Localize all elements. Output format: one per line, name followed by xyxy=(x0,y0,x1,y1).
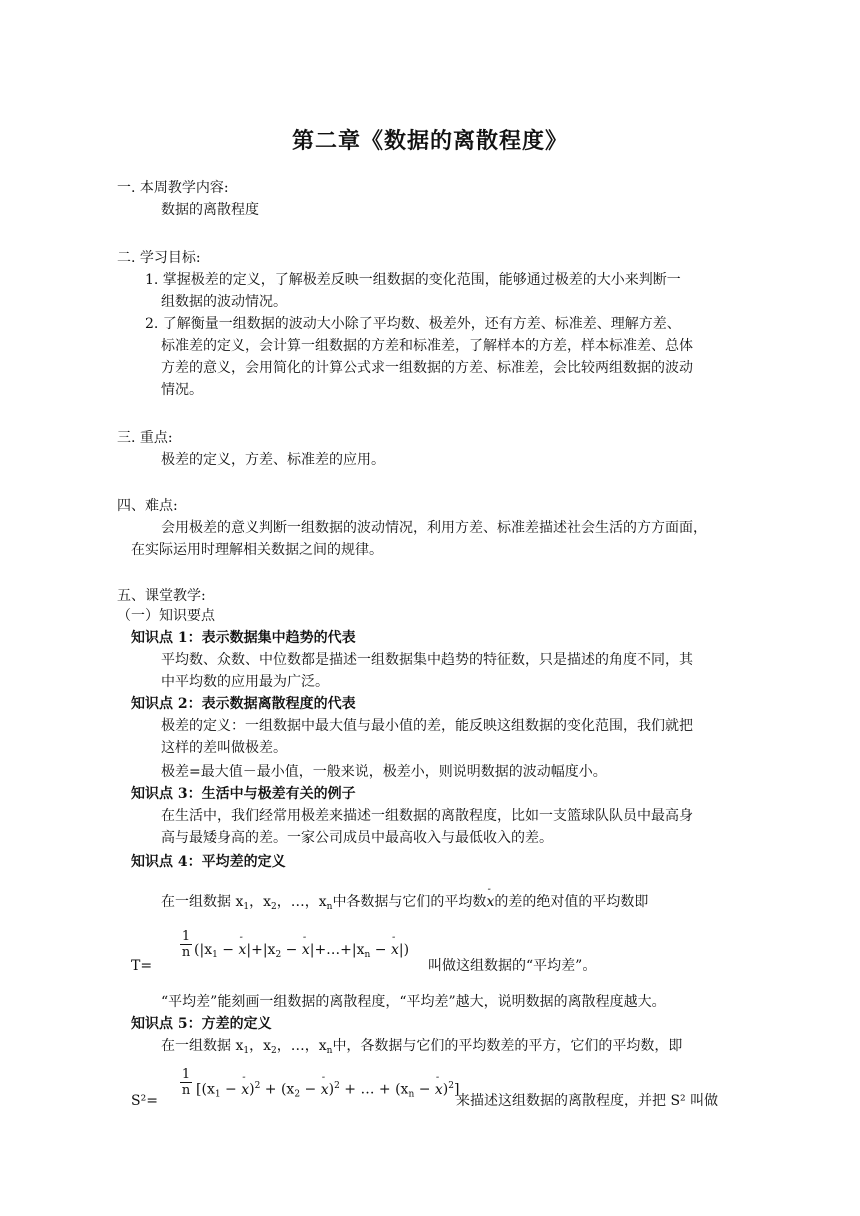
fraction-denominator: n xyxy=(181,1083,191,1098)
paren-close: ) xyxy=(328,1081,335,1098)
kp5-text-d: 中，各数据与它们的平均数差的平方，它们的平均数，即 xyxy=(332,1038,683,1054)
fraction-numerator: 1 xyxy=(181,929,191,944)
mean-x-symbol: - x xyxy=(486,892,494,912)
section-5-heading: 五、课堂教学: xyxy=(117,588,206,604)
minus-sign: − xyxy=(300,1081,321,1098)
section-1-body: 数据的离散程度 xyxy=(161,202,259,218)
document-title: 第二章《数据的离散程度》 xyxy=(291,128,568,154)
exponent-2: 2 xyxy=(334,1081,340,1091)
dots-paren: + … + ( xyxy=(339,1081,401,1098)
goal-2-line-2: 标准差的定义，会计算一组数据的方差和标准差，了解样本的方差，样本标准差、总体 xyxy=(161,338,693,354)
abs-close: |) xyxy=(398,942,410,958)
subscript-2: 2 xyxy=(271,902,277,912)
fraction-denominator: n xyxy=(181,945,191,960)
goal-1-line-1: 1. 掌握极差的定义，了解极差反映一组数据的变化范围，能够通过极差的大小来判断一 xyxy=(145,272,681,288)
kp5-formula-suffix: 来描述这组数据的离散程度，并把 S² 叫做 xyxy=(456,1093,719,1109)
subscript-1: 1 xyxy=(243,1046,250,1056)
kp3-heading: 知识点 3：生活中与极差有关的例子 xyxy=(131,786,356,802)
section-3-body: 极差的定义，方差、标准差的应用。 xyxy=(161,452,385,468)
formula-mean-x: - x xyxy=(321,1080,329,1100)
section-1-heading: 一. 本周教学内容: xyxy=(117,180,229,196)
kp3-line-2: 高与最矮身高的差。一家公司成员中最高收入与最低收入的差。 xyxy=(161,830,553,846)
kp4-text-b: ，x xyxy=(249,894,271,910)
kp4-text-c: ，…，x xyxy=(276,894,327,910)
kp2-line-1: 极差的定义：一组数据中最大值与最小值的差，能反映这组数据的变化范围，我们就把 xyxy=(161,718,693,734)
bracket-open: [( xyxy=(196,1081,207,1098)
kp3-line-1: 在生活中，我们经常用极差来描述一组数据的离散程度，比如一支篮球队队员中最高身 xyxy=(161,808,693,824)
kp2-line-3: 极差=最大值－最小值，一般来说，极差小，则说明数据的波动幅度小。 xyxy=(161,764,607,780)
kp5-line-1 xyxy=(161,1036,682,1061)
kp4-formula-fraction xyxy=(180,930,192,960)
minus-sign: − xyxy=(370,942,391,958)
goal-1-line-2: 组数据的波动情况。 xyxy=(161,294,287,310)
goal-2-line-1: 2. 了解衡量一组数据的波动大小除了平均数、极差外，还有方差、标准差、理解方差、 xyxy=(145,316,681,332)
kp5-formula-lhs: S²= xyxy=(131,1093,158,1109)
formula-mean-x: - x xyxy=(238,940,246,960)
formula-mean-x: - x xyxy=(241,1080,249,1100)
formula-sub-2: 2 xyxy=(275,950,282,960)
kp5-formula-fraction xyxy=(180,1068,192,1098)
subscript-n: n xyxy=(326,1046,333,1056)
section-4-body-line-2: 在实际运用时理解相关数据之间的规律。 xyxy=(131,542,383,558)
section-5-subheading: （一）知识要点 xyxy=(117,608,215,624)
kp5-formula-body: [($x_1$ − - $x)^2 + (x_2$ − - x)$^2$ + … + ($x_n$ − - x)$^2$] xyxy=(196,1076,459,1105)
kp5-heading: 知识点 5：方差的定义 xyxy=(131,1016,272,1032)
kp4-text-e: 的差的绝对值的平均数即 xyxy=(494,894,649,910)
minus-sign: − xyxy=(281,942,302,958)
bracket-close: ] xyxy=(454,1081,460,1098)
kp4-heading: 知识点 4：平均差的定义 xyxy=(131,854,286,870)
kp1-line-2: 中平均数的应用最为广泛。 xyxy=(161,674,329,690)
fraction-numerator: 1 xyxy=(181,1067,191,1082)
goal-2-line-3: 方差的意义，会用简化的计算公式求一组数据的方差、标准差，会比较两组数据的波动 xyxy=(161,360,693,376)
minus-sign: − xyxy=(220,1081,242,1098)
kp4-formula-body: ($|x_1$ − - $x|+|x_2$ − - $x|+\dots+|x_n$ − - x|) xyxy=(194,940,409,965)
plus-paren: + ( xyxy=(260,1081,287,1098)
kp4-formula-lhs: T= xyxy=(131,958,153,974)
kp5-text-b: ，x xyxy=(249,1038,271,1054)
kp2-heading: 知识点 2：表示数据离散程度的代表 xyxy=(131,696,356,712)
abs-separator: |+| xyxy=(246,942,268,958)
paren-close: ) xyxy=(249,1081,255,1098)
formula-mean-x: - x xyxy=(391,940,399,960)
abs-open: (| xyxy=(194,942,205,958)
kp1-heading: 知识点 1：表示数据集中趋势的代表 xyxy=(131,630,356,646)
paren-close: ) xyxy=(442,1081,449,1098)
section-4-heading: 四、难点: xyxy=(117,498,178,514)
formula-mean-x: - x xyxy=(435,1080,443,1100)
subscript-n: n xyxy=(326,902,333,912)
kp2-line-2: 这样的差叫做极差。 xyxy=(161,740,287,756)
formula-sub-n: n xyxy=(364,950,371,960)
formula-sub-2: 2 xyxy=(294,1089,301,1100)
exponent-2: 2 xyxy=(448,1081,454,1091)
formula-sub-1: 1 xyxy=(214,1089,221,1100)
section-4-body-line-1: 会用极差的意义判断一组数据的波动情况，利用方差、标准差描述社会生活的方方面面， xyxy=(161,520,707,536)
kp4-text-a: 在一组数据 x xyxy=(161,894,244,910)
kp1-line-1: 平均数、众数、中位数都是描述一组数据集中趋势的特征数，只是描述的角度不同，其 xyxy=(161,652,693,668)
kp4-line-1 xyxy=(161,892,648,917)
minus-sign: − xyxy=(217,942,239,958)
minus-sign: − xyxy=(414,1081,435,1098)
kp4-formula-suffix: 叫做这组数据的“平均差”。 xyxy=(428,958,597,974)
goal-2-line-4: 情况。 xyxy=(161,382,203,398)
exponent-2: 2 xyxy=(254,1081,261,1091)
formula-sub-n: n xyxy=(408,1089,415,1100)
kp4-text-d: 中各数据与它们的平均数 xyxy=(332,894,487,910)
kp4-line-3: “平均差”能刻画一组数据的离散程度，“平均差”越大，说明数据的离散程度越大。 xyxy=(161,994,666,1010)
formula-mean-x: - x xyxy=(302,940,310,960)
formula-sub-1: 1 xyxy=(212,950,218,960)
section-2-heading: 二. 学习目标: xyxy=(117,250,201,266)
section-3-heading: 三. 重点: xyxy=(117,430,173,446)
subscript-1: 1 xyxy=(243,902,250,912)
abs-dots: |+…+| xyxy=(309,942,357,958)
subscript-2: 2 xyxy=(271,1046,277,1056)
kp5-text-c: ，…，x xyxy=(276,1038,327,1054)
kp5-text-a: 在一组数据 x xyxy=(161,1038,244,1054)
